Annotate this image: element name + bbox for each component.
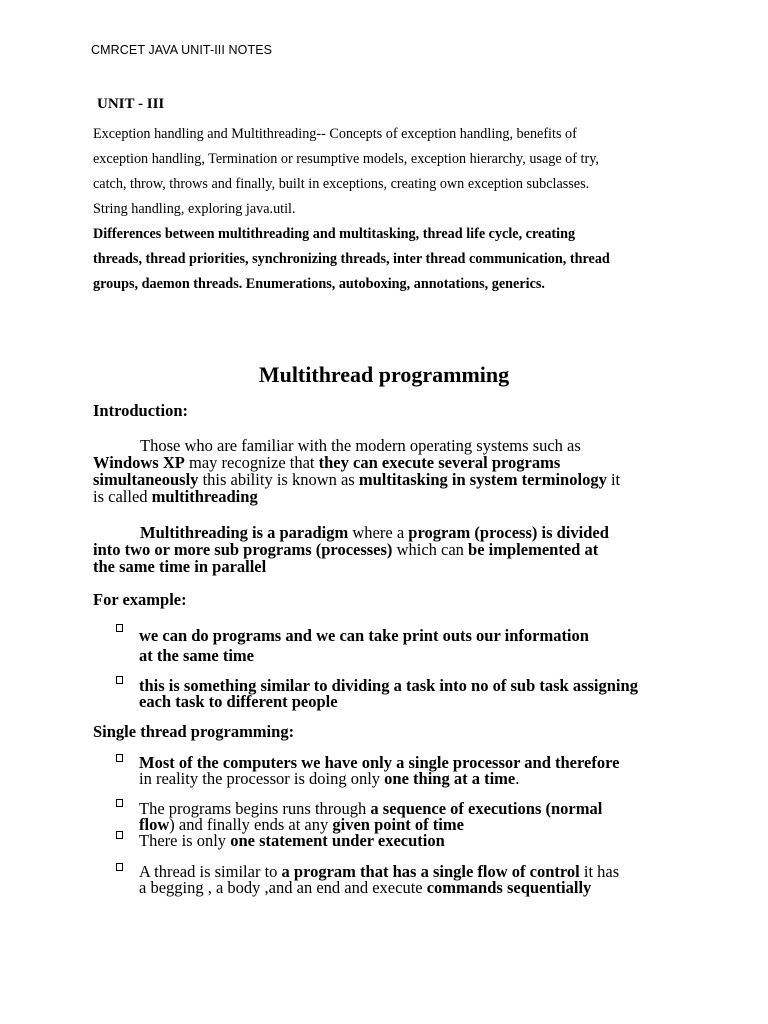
single-thread-heading: Single thread programming: xyxy=(93,722,295,741)
syllabus-line: exception handling, Termination or resumptive models, exception hierarchy, usage of try, xyxy=(93,151,599,167)
text-line xyxy=(93,471,693,488)
text: A thread is similar to xyxy=(139,862,282,881)
text-line xyxy=(139,833,699,849)
bullet-marker xyxy=(116,831,123,842)
bold-text: be implemented at xyxy=(468,540,599,559)
text: which can xyxy=(392,540,469,559)
single-bullet-4 xyxy=(139,864,699,896)
text: in reality the processor is doing only xyxy=(139,769,385,788)
bold-text: they can execute several programs xyxy=(318,453,561,472)
example-bullet-2 xyxy=(139,678,699,710)
single-bullet-2 xyxy=(139,801,699,833)
bold-text: Windows XP xyxy=(93,453,185,472)
bullet-marker xyxy=(116,799,123,810)
single-bullet-1 xyxy=(139,755,699,787)
syllabus-block xyxy=(93,122,693,297)
text: ) and finally ends at any xyxy=(169,815,333,834)
text: it xyxy=(606,470,621,489)
text-line xyxy=(93,541,693,558)
bullet-box-icon xyxy=(116,799,123,807)
syllabus-line: Exception handling and Multithreading-- Concepts of exception handling, benefits of xyxy=(93,126,577,142)
bold-text: into two or more sub programs (processes) xyxy=(93,540,393,559)
text-line xyxy=(93,524,693,541)
bold-text: program (process) is divided xyxy=(408,523,609,542)
introduction-heading: Introduction: xyxy=(93,401,189,420)
bullet-box-icon xyxy=(116,676,123,684)
syllabus-bold-line: Differences between multithreading and multitasking, thread life cycle, creating xyxy=(93,226,576,242)
text: There is only xyxy=(139,831,231,850)
bold-text: the same time in parallel xyxy=(93,557,267,576)
text: it has xyxy=(579,862,620,881)
bullet-marker xyxy=(116,754,123,765)
bold-text: commands sequentially xyxy=(426,878,592,897)
bold-text: flow xyxy=(139,815,170,834)
text: . xyxy=(515,769,520,788)
bullet-box-icon xyxy=(116,863,123,871)
bullet-box-icon xyxy=(116,754,123,762)
bullet-box-icon xyxy=(116,831,123,839)
text: The programs begins runs through xyxy=(139,799,371,818)
text-line xyxy=(139,771,699,787)
text-line: at the same time xyxy=(139,646,255,665)
text-line: this is something similar to dividing a task into no of sub task assigning xyxy=(139,676,638,695)
text-line: each task to different people xyxy=(139,692,338,711)
syllabus-line: String handling, exploring java.util. xyxy=(93,201,296,217)
for-example-heading: For example: xyxy=(93,590,187,609)
running-header: CMRCET JAVA UNIT-III NOTES xyxy=(91,43,273,57)
text-line xyxy=(139,880,699,896)
text-line: Most of the computers we have only a single processor and therefore xyxy=(139,753,620,772)
bold-text: a sequence of executions (normal xyxy=(370,799,603,818)
intro-paragraph-1 xyxy=(93,437,693,505)
single-bullet-3 xyxy=(139,833,699,849)
bold-text: multithreading xyxy=(151,487,258,506)
text-line xyxy=(93,488,693,505)
bullet-marker xyxy=(116,624,123,635)
example-bullet-1 xyxy=(139,626,699,666)
bullet-marker xyxy=(116,863,123,874)
text-line: we can do programs and we can take print outs our information xyxy=(139,626,589,645)
bullet-box-icon xyxy=(116,624,123,632)
text-line: Those who are familiar with the modern operating systems such as xyxy=(140,436,581,455)
bold-text: one statement under execution xyxy=(230,831,445,850)
text-line xyxy=(93,558,693,575)
bullet-marker xyxy=(116,676,123,687)
section-title: Multithread programming xyxy=(258,362,510,387)
text: a begging , a body ,and an end and execute xyxy=(139,878,427,897)
syllabus-bold-line: groups, daemon threads. Enumerations, autoboxing, annotations, generics. xyxy=(93,276,545,292)
bold-text: one thing at a time xyxy=(384,769,516,788)
text: this ability is known as xyxy=(198,470,359,489)
text: is called xyxy=(93,487,152,506)
text-line xyxy=(93,454,693,471)
syllabus-bold-line: threads, thread priorities, synchronizing threads, inter thread communication, thread xyxy=(93,251,610,267)
intro-paragraph-2 xyxy=(93,524,693,575)
unit-title: UNIT - III xyxy=(97,96,165,112)
bold-text: a program that has a single flow of control xyxy=(281,862,580,881)
bold-text: simultaneously xyxy=(93,470,199,489)
bold-text: multitasking in system terminology xyxy=(358,470,607,489)
bold-text: given point of time xyxy=(332,815,464,834)
bold-text: Multithreading is a paradigm xyxy=(140,523,349,542)
text: where a xyxy=(348,523,409,542)
syllabus-line: catch, throw, throws and finally, built in exceptions, creating own exception subclasses. xyxy=(93,176,590,192)
text: may recognize that xyxy=(184,453,319,472)
